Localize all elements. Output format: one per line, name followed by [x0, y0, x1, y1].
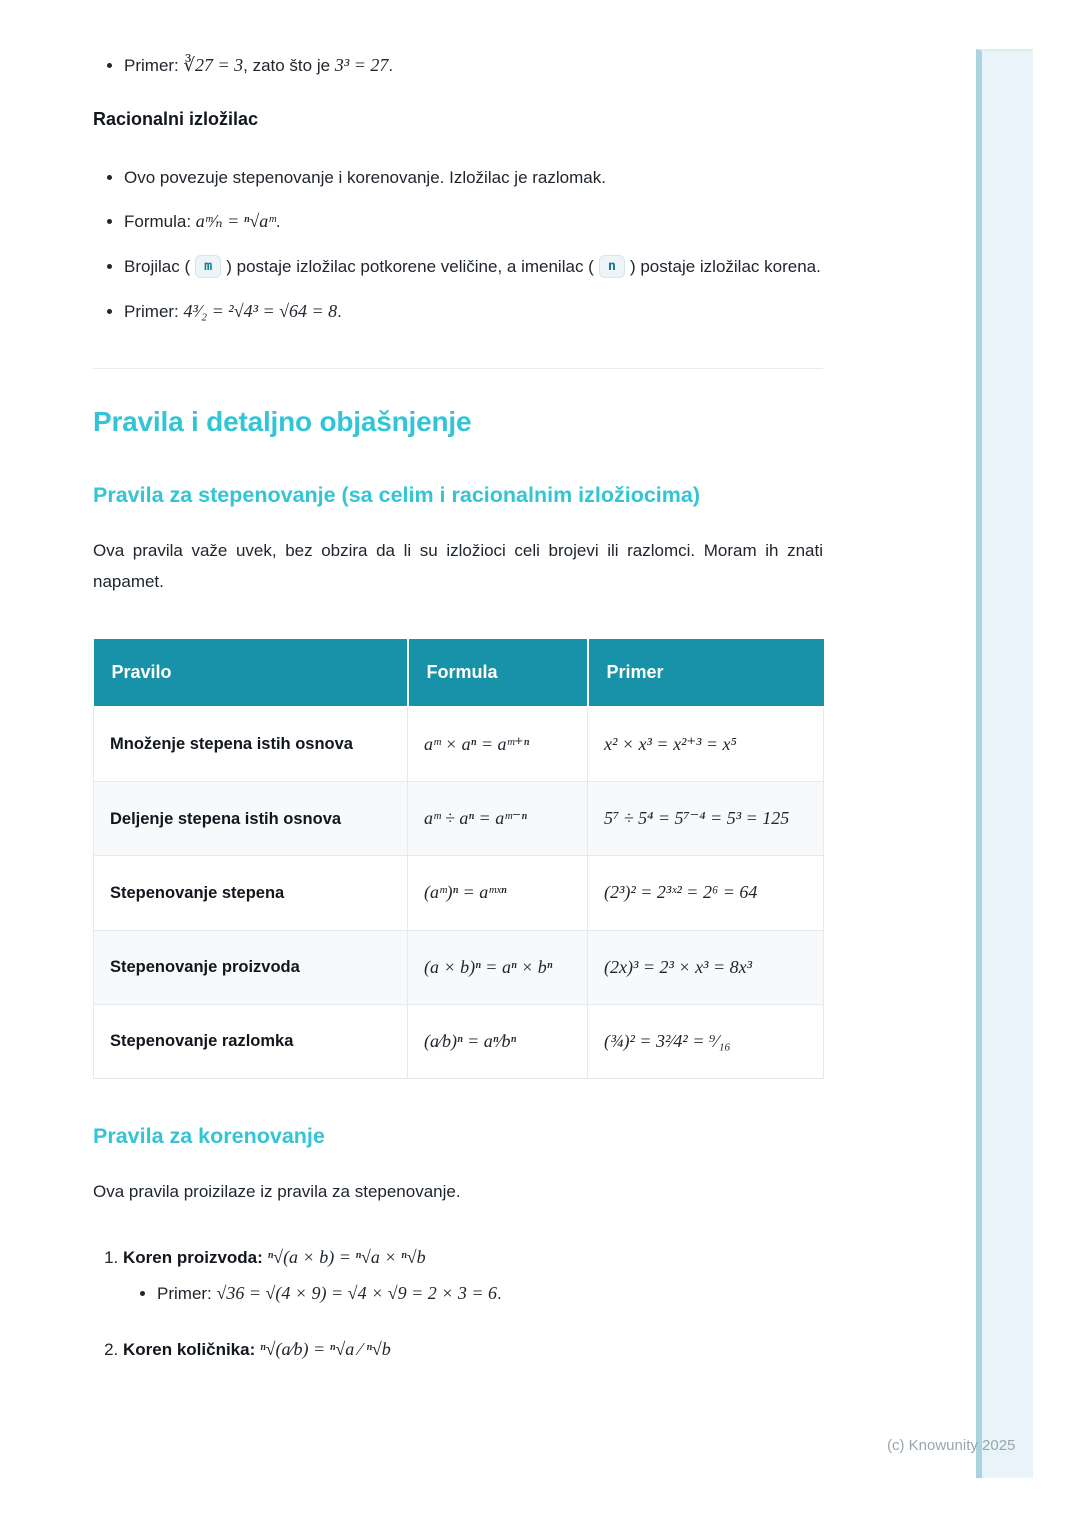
math-expression: x² × x³ = x²⁺³ = x⁵: [604, 733, 737, 754]
text-run: ) postaje izložilac potkorene veličine, a imenilac (: [226, 256, 594, 276]
table-row: [94, 707, 824, 782]
text-run: .: [388, 56, 394, 75]
math-expression: (a × b)ⁿ = aⁿ × bⁿ: [424, 956, 553, 977]
rule-example-cell: [588, 930, 824, 1004]
list-item: [124, 296, 823, 328]
rule-example-cell: [588, 1005, 824, 1079]
math-expression: aᵐ ÷ aⁿ = aᵐ⁻ⁿ: [424, 808, 527, 829]
text-run: Formula:: [124, 212, 196, 232]
rule-example-cell: [588, 856, 824, 930]
math-expression: (2³)² = 2³ˣ² = 2⁶ = 64: [604, 882, 758, 903]
math-expression: (2x)³ = 2³ × x³ = 8x³: [604, 956, 752, 977]
table-row: [94, 856, 824, 930]
intro-bullet-list: [93, 50, 823, 82]
inline-code-m: m: [195, 255, 221, 279]
inline-code-n: n: [599, 255, 625, 279]
rule-name-cell: Stepenovanje razlomka: [94, 1005, 408, 1079]
text-run: Primer:: [157, 1283, 217, 1303]
table-row: [94, 930, 824, 1004]
text-run: Ovo povezuje stepenovanje i korenovanje. Izložilac je razlomak.: [124, 167, 606, 187]
rule-label: Koren proizvoda:: [123, 1248, 268, 1268]
column-header-formula: Formula: [408, 639, 588, 707]
math-expression: ⁿ√(a⁄b) = ⁿ√a ⁄ ⁿ√b: [259, 1339, 391, 1360]
nested-bullet-list: [123, 1278, 823, 1310]
math-expression: (a⁄b)ⁿ = aⁿ⁄bⁿ: [424, 1031, 517, 1052]
list-item: [124, 252, 823, 282]
root-rules-list: [93, 1241, 823, 1366]
rule-formula-cell: [408, 856, 588, 930]
section-divider: [93, 368, 823, 369]
text-run: .: [337, 301, 342, 321]
table-row: [94, 1005, 824, 1079]
rule-name-cell: Stepenovanje proizvoda: [94, 930, 408, 1004]
table-header-row: [94, 639, 824, 707]
page-title: Pravila i detaljno objašnjenje: [93, 406, 472, 437]
column-header-primer: Primer: [588, 639, 824, 707]
section-intro-paragraph: Ova pravila važe uvek, bez obzira da li su izložioci celi brojevi ili razlomci. Moram ih znati napamet.: [93, 541, 823, 591]
table-body: [94, 707, 824, 1079]
section-intro-paragraph: Ova pravila proizilaze iz pravila za stepenovanje.: [93, 1182, 461, 1202]
rule-formula-cell: [408, 782, 588, 856]
page-edge-decoration: [976, 49, 1033, 1478]
math-expression: 3³ = 27: [334, 55, 389, 75]
math-expression: √36 = √(4 × 9) = √4 × √9 = 2 × 3 = 6: [216, 1282, 498, 1303]
text-run: ) postaje izložilac korena.: [629, 256, 821, 276]
text-run: .: [275, 212, 281, 232]
math-expression: ∛27 = 3: [183, 55, 244, 75]
section-title-stepenovanje: Pravila za stepenovanje (sa celim i racionalnim izložiocima): [93, 483, 701, 507]
rule-example-cell: [588, 707, 824, 782]
text-run: , zato što je: [243, 56, 335, 75]
rule-label: Koren količnika:: [123, 1340, 260, 1360]
list-item: [123, 1333, 823, 1366]
list-item: [124, 163, 823, 193]
subsection-title-racionalni-izlozilac: Racionalni izložilac: [93, 108, 259, 129]
document-content: [93, 0, 823, 1366]
rules-table: [93, 639, 824, 1079]
rational-exponent-bullet-list: [93, 163, 823, 328]
math-expression: (¾)² = 3²⁄4² = ⁹⁄₁₆: [604, 1031, 731, 1052]
text-run: Primer:: [124, 56, 184, 75]
table-row: [94, 782, 824, 856]
math-expression: (aᵐ)ⁿ = aᵐˣⁿ: [424, 882, 507, 903]
table-header: [94, 639, 824, 707]
list-item: [157, 1278, 823, 1310]
text-run: .: [497, 1283, 502, 1303]
rule-formula-cell: [408, 707, 588, 782]
rule-name-cell: Množenje stepena istih osnova: [94, 707, 408, 782]
math-expression: 5⁷ ÷ 5⁴ = 5⁷⁻⁴ = 5³ = 125: [604, 808, 790, 829]
math-expression: 4³⁄₂ = ²√4³ = √64 = 8: [183, 300, 338, 321]
math-expression: ⁿ√(a × b) = ⁿ√a × ⁿ√b: [267, 1247, 426, 1268]
rule-name-cell: Deljenje stepena istih osnova: [94, 782, 408, 856]
rule-formula-cell: [408, 930, 588, 1004]
column-header-pravilo: Pravilo: [94, 639, 408, 707]
text-run: Brojilac (: [124, 256, 191, 276]
rule-formula-cell: [408, 1005, 588, 1079]
math-expression: aᵐ × aⁿ = aᵐ⁺ⁿ: [424, 733, 530, 754]
copyright-footer: (c) Knowunity 2025: [887, 1437, 1016, 1454]
list-item: [124, 206, 823, 238]
math-expression: aᵐ⁄ₙ = ⁿ√aᵐ: [195, 211, 276, 232]
list-item: [124, 50, 823, 82]
text-run: Primer:: [124, 301, 184, 321]
rule-name-cell: Stepenovanje stepena: [94, 856, 408, 930]
section-title-korenovanje: Pravila za korenovanje: [93, 1124, 325, 1149]
list-item: [123, 1241, 823, 1309]
rule-example-cell: [588, 782, 824, 856]
